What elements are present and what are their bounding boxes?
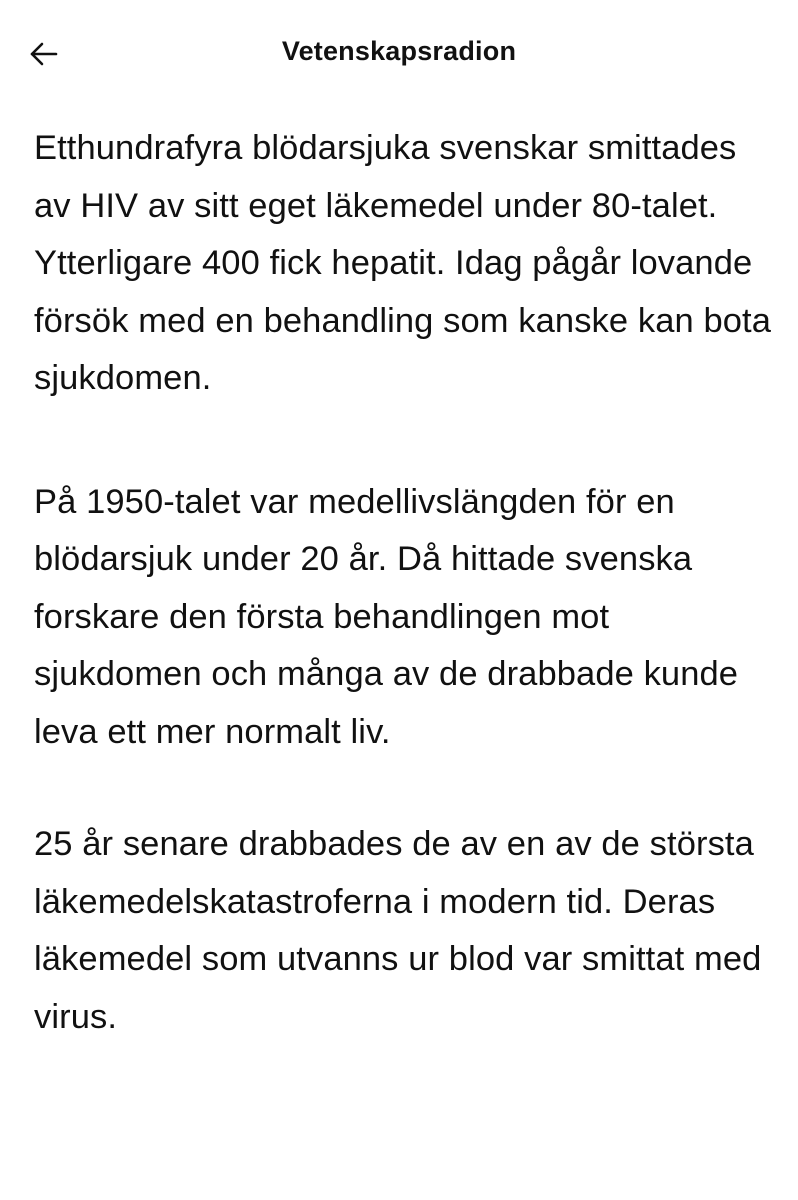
article-paragraph: 25 år senare drabbades de av en av de största läkemedelskatastroferna i modern tid. Deras läkemedel som utvanns ur blod var smittat med virus. <box>34 825 762 1036</box>
page-title: Vetenskapsradion <box>281 36 517 66</box>
article-paragraph: På 1950-talet var medellivslängden för en blödarsjuk under 20 år. Då hittade svenska forskare den första behandlingen mot sjukdomen och många av de drabbade kunde leva ett mer normalt liv. <box>34 482 739 751</box>
app-header <box>0 0 798 110</box>
article-body <box>34 120 774 1112</box>
article-paragraph: Etthundrafyra blödarsjuka svenskar smittades av HIV av sitt eget läkemedel under 80-talet. Ytterligare 400 fick hepatit. Idag pågår lovande försök med en behandling som kanske kan bota sjukdomen. <box>34 129 772 397</box>
